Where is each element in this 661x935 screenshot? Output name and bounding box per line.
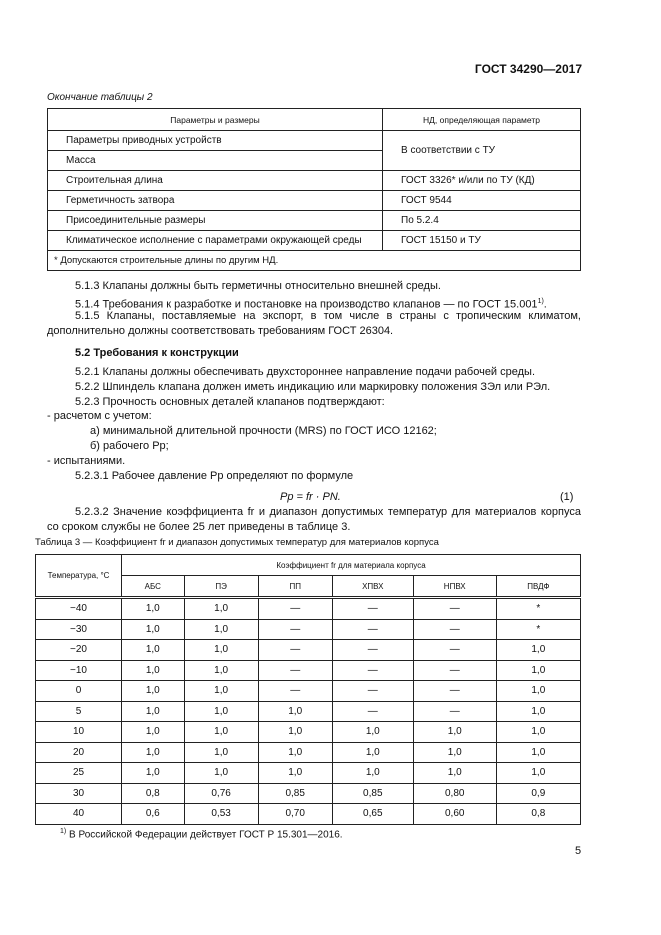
table-cell: — [332, 598, 413, 620]
material-header: НПВХ [413, 576, 496, 598]
table-cell: 1,0 [496, 660, 580, 681]
table-cell: 1,0 [413, 763, 496, 784]
table-cell: 0,60 [413, 804, 496, 825]
table-row [36, 783, 581, 804]
footnote-text: В Российской Федерации действует ГОСТ Р 15.301—2016. [69, 829, 343, 841]
list-item: - испытаниями. [47, 455, 126, 467]
table3-header: Температура, °С [36, 555, 122, 598]
table-cell: 1,0 [413, 722, 496, 743]
table-cell: 1,0 [122, 640, 185, 661]
footnote-ref: 1) [537, 298, 544, 305]
table-cell: 30 [36, 783, 122, 804]
table-cell: 40 [36, 804, 122, 825]
material-header: ПЭ [184, 576, 258, 598]
table-cell: 1,0 [496, 701, 580, 722]
table3-group-header: Коэффициент fr для материала корпуса [122, 555, 581, 576]
table-cell: 1,0 [184, 598, 258, 620]
table-cell: 0,9 [496, 783, 580, 804]
material-header: ХПВХ [332, 576, 413, 598]
table-cell: 1,0 [184, 722, 258, 743]
table-row [48, 171, 581, 191]
table-cell: 1,0 [332, 742, 413, 763]
table-cell: — [258, 598, 332, 620]
section-heading: 5.2 Требования к конструкции [75, 347, 239, 359]
table-cell: 1,0 [184, 681, 258, 702]
table-cell: ГОСТ 15150 и ТУ [383, 231, 581, 251]
table-cell: — [258, 660, 332, 681]
table-cell: 20 [36, 742, 122, 763]
table-cell: −40 [36, 598, 122, 620]
table-cell: — [413, 619, 496, 640]
table-cell: 0,76 [184, 783, 258, 804]
table-cell: Строительная длина [48, 171, 383, 191]
list-item: б) рабочего Pр; [90, 440, 169, 452]
table-cell: — [258, 619, 332, 640]
table-cell: 0,8 [122, 783, 185, 804]
table-row [36, 619, 581, 640]
table-cell: 1,0 [184, 742, 258, 763]
table-cell: 25 [36, 763, 122, 784]
table-cell: — [413, 701, 496, 722]
footnote [60, 828, 343, 840]
table-cell: 1,0 [122, 763, 185, 784]
table-cell: * [496, 598, 580, 620]
table-cell: 1,0 [122, 681, 185, 702]
table-cell: — [332, 640, 413, 661]
table-cell: 0 [36, 681, 122, 702]
footnote-mark: 1) [60, 828, 67, 835]
material-header: ПВДФ [496, 576, 580, 598]
table-cell: 1,0 [258, 701, 332, 722]
table-row [36, 763, 581, 784]
table-cell: 1,0 [413, 742, 496, 763]
table-row [36, 681, 581, 702]
table-cell: ГОСТ 3326* и/или по ТУ (КД) [383, 171, 581, 191]
formula-number: (1) [560, 491, 574, 503]
paragraph-5-2-3-1: 5.2.3.1 Рабочее давление Pр определяют по формуле [75, 470, 354, 482]
table-3 [35, 554, 581, 825]
table-cell: — [258, 640, 332, 661]
material-header: АБС [122, 576, 185, 598]
formula: Pр = fr · PN. [280, 491, 341, 503]
table-cell: Параметры приводных устройств [48, 131, 383, 151]
table-2 [47, 108, 581, 271]
table-row [36, 660, 581, 681]
table-cell: 1,0 [496, 722, 580, 743]
table-row [36, 804, 581, 825]
table-cell: По 5.2.4 [383, 211, 581, 231]
table-row [36, 722, 581, 743]
table-cell: 0,70 [258, 804, 332, 825]
table-cell: 1,0 [258, 763, 332, 784]
table-cell: 0,8 [496, 804, 580, 825]
table-cell: — [413, 660, 496, 681]
table-cell: 1,0 [496, 640, 580, 661]
table-cell: 1,0 [184, 619, 258, 640]
table-cell: — [332, 681, 413, 702]
table-cell: 1,0 [184, 701, 258, 722]
table3-caption: Таблица 3 — Коэффициент fr и диапазон допустимых температур для материалов корпуса [35, 537, 439, 548]
table-cell: 1,0 [184, 763, 258, 784]
material-header: ПП [258, 576, 332, 598]
paragraph-5-2-1: 5.2.1 Клапаны должны обеспечивать двухстороннее направление подачи рабочей среды. [75, 366, 536, 378]
document-number: ГОСТ 34290—2017 [474, 62, 582, 76]
table-cell: −10 [36, 660, 122, 681]
table2-caption: Окончание таблицы 2 [47, 92, 153, 103]
table-cell: — [413, 598, 496, 620]
table-cell: ГОСТ 9544 [383, 191, 581, 211]
table-row [36, 701, 581, 722]
table-cell: 0,53 [184, 804, 258, 825]
paragraph-5-2-2: 5.2.2 Шпиндель клапана должен иметь индикацию или маркировку положения ЗЭл или РЭл. [75, 381, 551, 393]
paragraph-5-1-5: 5.1.5 Клапаны, поставляемые на экспорт, в том числе в страны с тропическим климатом, дополнительно должны соответствовать требованиям ГОСТ 26304. [47, 310, 581, 337]
table-cell: В соответствии с ТУ [383, 131, 581, 171]
table-cell: 1,0 [122, 742, 185, 763]
table-cell: — [332, 619, 413, 640]
table-cell: 0,85 [258, 783, 332, 804]
table-cell: 1,0 [496, 742, 580, 763]
table-row [36, 640, 581, 661]
table-cell: Климатическое исполнение с параметрами окружающей среды [48, 231, 383, 251]
table-cell: — [258, 681, 332, 702]
table-cell: 5 [36, 701, 122, 722]
table-cell: — [332, 660, 413, 681]
table-cell: 0,65 [332, 804, 413, 825]
paragraph-5-2-3-2: 5.2.3.2 Значение коэффициента fr и диапазон допустимых температур для материалов корпуса со сроком службы не более 25 лет приведены в таблице 3. [47, 506, 581, 533]
table-cell: * [496, 619, 580, 640]
footnote-divider [47, 824, 157, 825]
table-cell: 1,0 [122, 722, 185, 743]
table-cell: 1,0 [258, 742, 332, 763]
table-cell: 1,0 [122, 598, 185, 620]
table-cell: 1,0 [332, 763, 413, 784]
table2-header: НД, определяющая параметр [383, 109, 581, 131]
table-cell: — [332, 701, 413, 722]
table-cell: — [413, 681, 496, 702]
table-cell: 1,0 [332, 722, 413, 743]
table-row [48, 231, 581, 251]
table-cell: Масса [48, 151, 383, 171]
table2-header: Параметры и размеры [48, 109, 383, 131]
table-row [36, 598, 581, 620]
table-cell: −20 [36, 640, 122, 661]
table-cell: 1,0 [122, 660, 185, 681]
table-cell: 1,0 [496, 681, 580, 702]
list-item: а) минимальной длительной прочности (MRS) по ГОСТ ИСО 12162; [90, 425, 437, 437]
table-cell: 1,0 [496, 763, 580, 784]
table-cell: 1,0 [122, 701, 185, 722]
table-cell: Герметичность затвора [48, 191, 383, 211]
table-cell: 1,0 [258, 722, 332, 743]
paragraph-5-1-3: 5.1.3 Клапаны должны быть герметичны относительно внешней среды. [75, 280, 441, 292]
paragraph-5-2-3: 5.2.3 Прочность основных деталей клапанов подтверждают: [75, 396, 385, 408]
table-cell: 0,85 [332, 783, 413, 804]
paragraph-5-1-4: 5.1.4 Требования к разработке и постановке на производство клапанов — по ГОСТ 15.001$^{1)}$. [75, 298, 547, 311]
table-row [48, 211, 581, 231]
page-number: 5 [575, 845, 582, 857]
table-cell: 1,0 [122, 619, 185, 640]
table-cell: — [413, 640, 496, 661]
table-row [48, 131, 581, 151]
table-cell: 1,0 [184, 660, 258, 681]
table-cell: 1,0 [184, 640, 258, 661]
table-row [48, 191, 581, 211]
table-cell: Присоединительные размеры [48, 211, 383, 231]
table-cell: 0,6 [122, 804, 185, 825]
table-row [36, 742, 581, 763]
table2-footnote: * Допускаются строительные длины по другим НД. [48, 251, 581, 271]
list-item: - расчетом с учетом: [47, 410, 152, 422]
table-cell: 10 [36, 722, 122, 743]
table-cell: 0,80 [413, 783, 496, 804]
table-cell: −30 [36, 619, 122, 640]
paragraph-text: 5.1.4 Требования к разработке и постановке на производство клапанов — по ГОСТ 15.001 [75, 298, 538, 311]
